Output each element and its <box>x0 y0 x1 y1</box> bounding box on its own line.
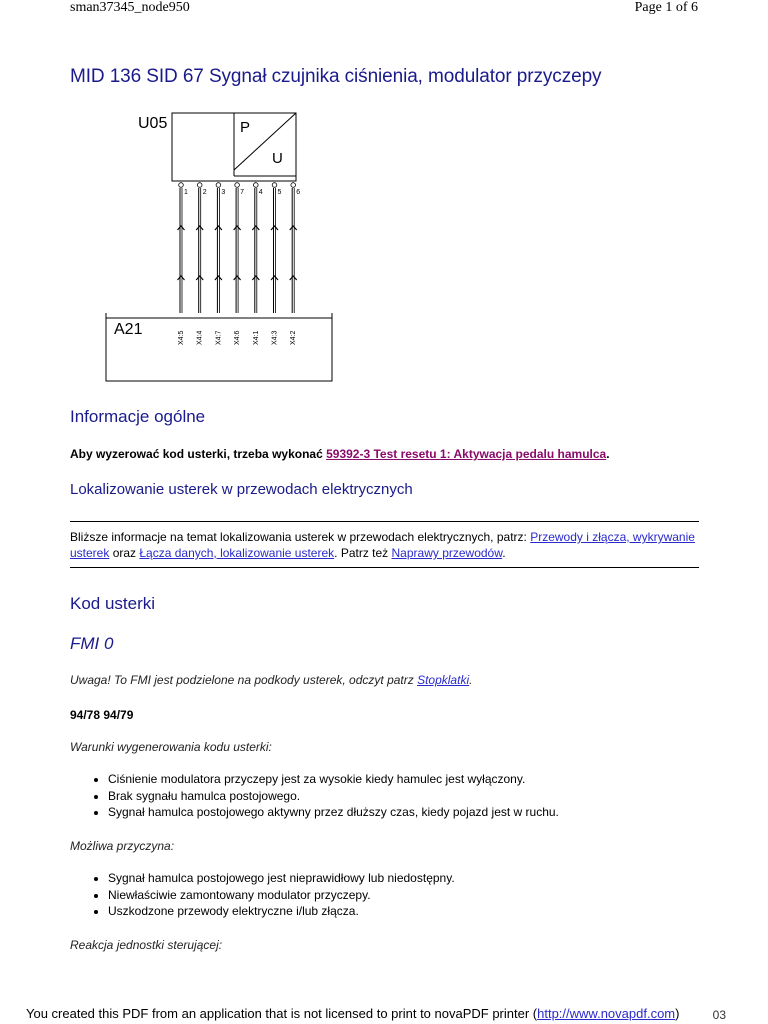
pin-terminal <box>197 183 202 188</box>
pin-terminal <box>216 183 221 188</box>
header-node-id: sman37345_node950 <box>70 0 190 15</box>
connector-chevron <box>196 276 203 280</box>
connector-chevron <box>252 276 259 280</box>
list-item: • Niewłaściwie zamontowany modulator przyczepy. <box>108 887 455 904</box>
connector-chevron <box>271 276 278 280</box>
section-heading-wiring: Lokalizowanie usterek w przewodach elektrycznych <box>70 481 413 498</box>
fmi-note <box>70 672 472 688</box>
connector-chevron <box>290 276 297 280</box>
list-item: • Ciśnienie modulatora przyczepy jest za wysokie kiedy hamulec jest wyłączony. <box>108 771 559 788</box>
causes-list <box>70 870 455 920</box>
conditions-label: Warunki wygenerowania kodu usterki: <box>70 740 272 754</box>
divider-bottom <box>70 567 699 568</box>
list-item: • Sygnał hamulca postojowego aktywny przez dłuższy czas, kiedy pojazd jest w ruchu. <box>108 804 559 821</box>
pin-terminal <box>179 183 184 188</box>
pin-number: 3 <box>221 189 226 196</box>
connector-chevron <box>178 276 185 280</box>
connector-chevron <box>196 226 203 230</box>
pin-number: 4 <box>258 189 263 196</box>
connector-label: X4:4 <box>196 330 204 345</box>
list-item: • Uszkodzone przewody elektryczne i/lub złącza. <box>108 903 455 920</box>
connector-chevron <box>271 226 278 230</box>
connector-label: X4:7 <box>215 330 223 345</box>
freeze-frames-link[interactable]: Stopklatki <box>417 673 470 687</box>
list-item: • Brak sygnału hamulca postojowego. <box>108 788 559 805</box>
reaction-label: Reakcja jednostki sterującej: <box>70 938 223 952</box>
connector-chevron <box>252 226 259 230</box>
header-page-count: Page 1 of 6 <box>634 0 698 15</box>
connector-chevron <box>290 226 297 230</box>
symbol-p: P <box>240 119 251 136</box>
pin-terminal <box>291 183 296 188</box>
reset-period: . <box>606 447 610 461</box>
connector-chevron <box>234 276 241 280</box>
link-data-links[interactable]: Łącza danych, lokalizowanie usterek <box>139 546 335 560</box>
pin-number: 6 <box>296 189 301 196</box>
a21-label: A21 <box>114 321 143 338</box>
connector-chevron <box>234 226 241 230</box>
wiring-diagram <box>100 108 340 388</box>
wiring-text-1: Bliższe informacje na temat lokalizowania usterek w przewodach elektrycznych, patrz: <box>70 530 531 544</box>
novapdf-link[interactable]: http://www.novapdf.com <box>537 1006 676 1021</box>
connector-label: X4:1 <box>252 330 260 345</box>
section-heading-general: Informacje ogólne <box>70 407 206 426</box>
connector-label: X4:3 <box>271 330 279 345</box>
cause-label: Możliwa przyczyna: <box>70 839 175 853</box>
section-heading-code: Kod usterki <box>70 594 156 613</box>
list-item: • Sygnał hamulca postojowego jest nieprawidłowy lub niedostępny. <box>108 870 455 887</box>
fmi-note-text: Uwaga! To FMI jest podzielone na podkody usterek, odczyt patrz <box>70 673 418 687</box>
connector-label: X4:2 <box>290 330 298 345</box>
reset-instruction <box>70 446 610 462</box>
pin-number: 2 <box>202 189 207 196</box>
fmi-note-period: . <box>469 673 473 687</box>
license-footer <box>0 1006 768 1021</box>
license-text: You created this PDF from an application that is not licensed to print to novaPDF printer ( <box>26 1006 538 1021</box>
pin-number: 1 <box>184 189 188 196</box>
reset-test-link[interactable]: 59392-3 Test resetu 1: Aktywacja pedalu hamulca <box>326 447 607 461</box>
connector-label: X4:6 <box>234 330 242 345</box>
pin-terminal <box>254 183 259 188</box>
reset-text: Aby wyzerować kod usterki, trzeba wykonać <box>70 447 327 461</box>
symbol-u: U <box>272 150 283 167</box>
pin-number: 7 <box>240 189 245 196</box>
pin-number: 5 <box>277 189 282 196</box>
connector-chevron <box>215 226 222 230</box>
wiring-text-4: . <box>502 546 506 560</box>
license-close-paren: ) <box>675 1006 680 1021</box>
connector-chevron <box>215 276 222 280</box>
pin-terminal <box>235 183 240 188</box>
u05-label: U05 <box>138 115 168 132</box>
page-marker: 03 <box>712 1008 726 1022</box>
connector-chevron <box>178 226 185 230</box>
fmi-title: FMI 0 <box>70 634 114 653</box>
wiring-text-3: . Patrz też <box>334 546 392 560</box>
pin-terminal <box>272 183 277 188</box>
connector-label: X4:5 <box>178 330 185 345</box>
page-title: MID 136 SID 67 Sygnał czujnika ciśnienia, modulator przyczepy <box>70 66 602 87</box>
link-wiring-connectors[interactable]: Przewody i złącza, wykrywanie usterek <box>70 530 695 560</box>
wiring-paragraph <box>70 529 700 561</box>
fault-codes: 94/78 94/79 <box>70 708 134 722</box>
divider-top <box>70 521 699 522</box>
wiring-text-2: oraz <box>109 546 140 560</box>
link-wire-repair[interactable]: Naprawy przewodów <box>391 546 503 560</box>
conditions-list <box>70 771 559 821</box>
